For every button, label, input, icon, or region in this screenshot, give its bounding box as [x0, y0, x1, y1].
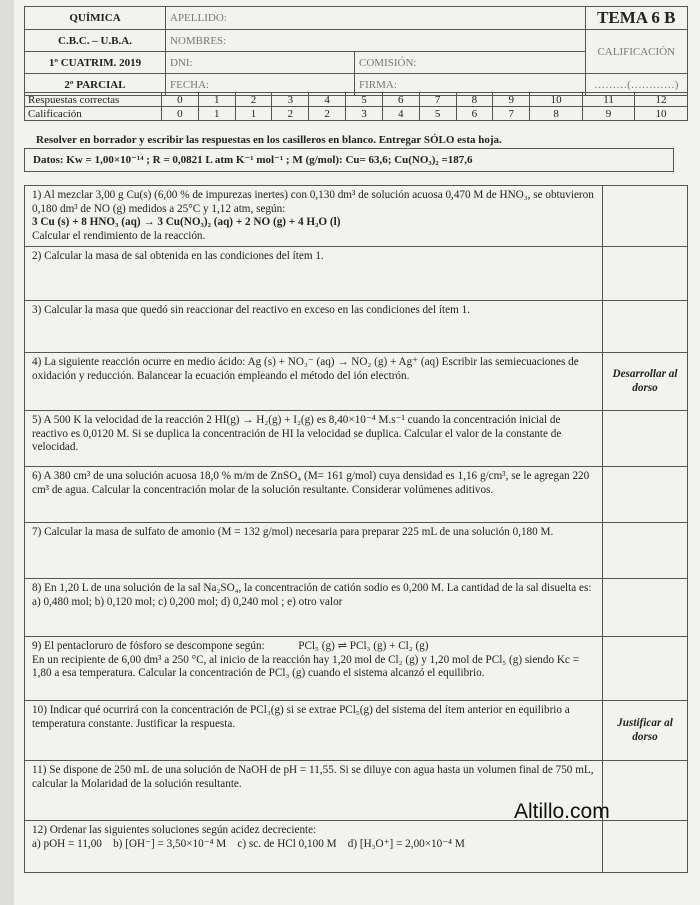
- question-row: [25, 247, 688, 301]
- score-cell: 8: [530, 107, 583, 121]
- grade-cell: 7: [419, 93, 456, 107]
- subject: QUÍMICA: [25, 7, 166, 30]
- score-cell: 2: [272, 107, 309, 121]
- grade-cell: 2: [235, 93, 272, 107]
- score-cell: 1: [235, 107, 272, 121]
- score-label: Calificación: [25, 107, 162, 121]
- firma-field[interactable]: FIRMA:: [355, 74, 586, 96]
- question-row: [25, 637, 688, 701]
- grade-cell: 0: [162, 93, 199, 107]
- question-3[interactable]: 3) Calcular la masa que quedó sin reaccionar del reactivo en exceso en las condiciones del ítem 1.: [25, 301, 603, 353]
- q1-equation: 3 Cu (s) + 8 HNO₃ (aq) → 3 Cu(NO₃)₂ (aq) + 2 NO (g) + 4 H₂O (l): [32, 216, 341, 228]
- nombres-field[interactable]: NOMBRES:: [166, 30, 586, 52]
- q9-equation: 9) El pentacloruro de fósforo se descompone según: PCl₅ (g) ⇌ PCl₃ (g) + Cl₂ (g): [32, 640, 429, 652]
- answer-box[interactable]: [603, 761, 688, 821]
- answer-box[interactable]: [603, 821, 688, 873]
- watermark-text: Altillo.com: [514, 800, 610, 823]
- grade-cell: 5: [346, 93, 383, 107]
- questions-table: [24, 185, 688, 873]
- answer-box[interactable]: [603, 579, 688, 637]
- q10-side-note: Justificar al dorso: [603, 701, 688, 761]
- question-row: [25, 411, 688, 467]
- q9-statement: En un recipiente de 6,00 dm³ a 250 °C, al inicio de la reacción hay 1,20 mol de Cl₂ (g) y 1,20 mol de PCl₅ (g) siendo Kc = 1,80 a esa temperatura. Calcular la concentración de PCl₃ (g) cuando el sistema alcanzó el equilibrio.: [32, 653, 580, 679]
- calificacion-label: CALIFICACIÓN: [585, 30, 687, 74]
- score-cell: 1: [198, 107, 235, 121]
- question-5[interactable]: 5) A 500 K la velocidad de la reacción 2 HI(g) → H₂(g) + I₂(g) es 8,40×10⁻⁴ M.s⁻¹ cuando la concentración inicial de reactivo es 0,0120 M. Si se duplica la concentración de HI la velocidad se duplica. Calcular el valor de la constante de velocidad.: [25, 411, 603, 467]
- institution: C.B.C. – U.B.A.: [25, 30, 166, 52]
- answer-box[interactable]: [603, 411, 688, 467]
- grade-cell: 4: [309, 93, 346, 107]
- grade-cell: 8: [456, 93, 493, 107]
- question-7[interactable]: 7) Calcular la masa de sulfato de amonio (M = 132 g/mol) necesaria para preparar 225 mL de una solución 0,180 M.: [25, 523, 603, 579]
- question-2[interactable]: 2) Calcular la masa de sal obtenida en las condiciones del ítem 1.: [25, 247, 603, 301]
- question-1[interactable]: [25, 186, 603, 247]
- calificacion-line[interactable]: ………(…………): [585, 74, 687, 96]
- score-cell: 0: [162, 107, 199, 121]
- period: 1º CUATRIM. 2019: [25, 52, 166, 74]
- dni-field[interactable]: DNI:: [166, 52, 355, 74]
- question-row: [25, 579, 688, 637]
- answer-box[interactable]: [603, 247, 688, 301]
- datos-box: Datos: Kw = 1,00×10⁻¹⁴ ; R = 0,0821 L atm K⁻¹ mol⁻¹ ; M (g/mol): Cu= 63,6; Cu(NO₃)₂ =187,6: [24, 148, 674, 172]
- q4-side-note: Desarrollar al dorso: [603, 353, 688, 411]
- score-cell: 7: [493, 107, 530, 121]
- q1-statement: 1) Al mezclar 3,00 g Cu(s) (6,00 % de impurezas inertes) con 0,130 dm³ de solución acuosa 0,470 M de HNO₃, se obtuvieron 0,180 dm³ de NO (g) medidos a 25°C y 1,12 atm, según:: [32, 189, 594, 215]
- correct-label: Respuestas correctas: [25, 93, 162, 107]
- grade-cell: 11: [583, 93, 635, 107]
- answer-box[interactable]: [603, 301, 688, 353]
- score-cell: 4: [382, 107, 419, 121]
- score-cell: 2: [309, 107, 346, 121]
- grade-cell: 9: [493, 93, 530, 107]
- question-4[interactable]: 4) La siguiente reacción ocurre en medio ácido: Ag (s) + NO₃⁻ (aq) → NO₂ (g) + Ag⁺ (aq) Escribir las semiecuaciones de oxidación y reducción. Balancear la ecuación empleando el método del ión electrón.: [25, 353, 603, 411]
- grade-cell: 3: [272, 93, 309, 107]
- apellido-field[interactable]: APELLIDO:: [166, 7, 586, 30]
- question-row: [25, 353, 688, 411]
- score-cell: 3: [346, 107, 383, 121]
- question-row: [25, 701, 688, 761]
- answer-box[interactable]: [603, 637, 688, 701]
- question-11[interactable]: 11) Se dispone de 250 mL de una solución de NaOH de pH = 11,55. Si se diluye con agua hasta un volumen final de 750 mL, calcular la Molaridad de la solución resultante.: [25, 761, 603, 821]
- answer-box[interactable]: [603, 523, 688, 579]
- question-row: [25, 523, 688, 579]
- grades-table: [24, 92, 688, 121]
- question-6[interactable]: 6) A 380 cm³ de una solución acuosa 18,0 % m/m de ZnSO₄ (M= 161 g/mol) cuya densidad es 1,16 g/cm³, se le agregan 220 cm³ de agua. Calcular la concentración molar de la solución resultante. Considerar volúmenes aditivos.: [25, 467, 603, 523]
- question-row: [25, 301, 688, 353]
- instructions: Resolver en borrador y escribir las respuestas en los casilleros en blanco. Entregar SÓLO esta hoja.: [36, 134, 502, 146]
- question-10[interactable]: 10) Indicar qué ocurrirá con la concentración de PCl₃(g) si se extrae PCl₅(g) del sistema del ítem anterior en equilibrio a temperatura constante. Justificar la respuesta.: [25, 701, 603, 761]
- question-8[interactable]: 8) En 1,20 L de una solución de la sal Na₂SO₄, la concentración de catión sodio es 0,200 M. La cantidad de la sal disuelta es: a) 0,480 mol; b) 0,120 mol; c) 0,200 mol; d) 0,240 mol ; e) otro valor: [25, 579, 603, 637]
- exam-name: 2º PARCIAL: [25, 74, 166, 96]
- q12-options: a) pOH = 11,00 b) [OH⁻] = 3,50×10⁻⁴ M c) sc. de HCl 0,100 M d) [H₃O⁺] = 2,00×10⁻⁴ M: [32, 837, 465, 850]
- answer-box[interactable]: [603, 186, 688, 247]
- question-9[interactable]: [25, 637, 603, 701]
- answer-box[interactable]: [603, 467, 688, 523]
- tema-label: TEMA 6 B: [585, 7, 687, 30]
- grade-cell: 6: [382, 93, 419, 107]
- grade-cell: 1: [198, 93, 235, 107]
- comision-field[interactable]: COMISIÓN:: [355, 52, 586, 74]
- grade-cell: 10: [530, 93, 583, 107]
- score-row: [25, 107, 688, 121]
- header-table: [24, 6, 688, 96]
- score-cell: 9: [583, 107, 635, 121]
- score-cell: 10: [634, 107, 687, 121]
- grade-cell: 12: [634, 93, 687, 107]
- question-12[interactable]: [25, 821, 603, 873]
- question-row: [25, 467, 688, 523]
- question-row: [25, 186, 688, 247]
- q1-task: Calcular el rendimiento de la reacción.: [32, 229, 206, 242]
- score-cell: 6: [456, 107, 493, 121]
- correct-row: [25, 93, 688, 107]
- q12-statement: 12) Ordenar las siguientes soluciones según acidez decreciente:: [32, 824, 317, 836]
- question-row: [25, 821, 688, 873]
- fecha-field[interactable]: FECHA:: [166, 74, 355, 96]
- score-cell: 5: [419, 107, 456, 121]
